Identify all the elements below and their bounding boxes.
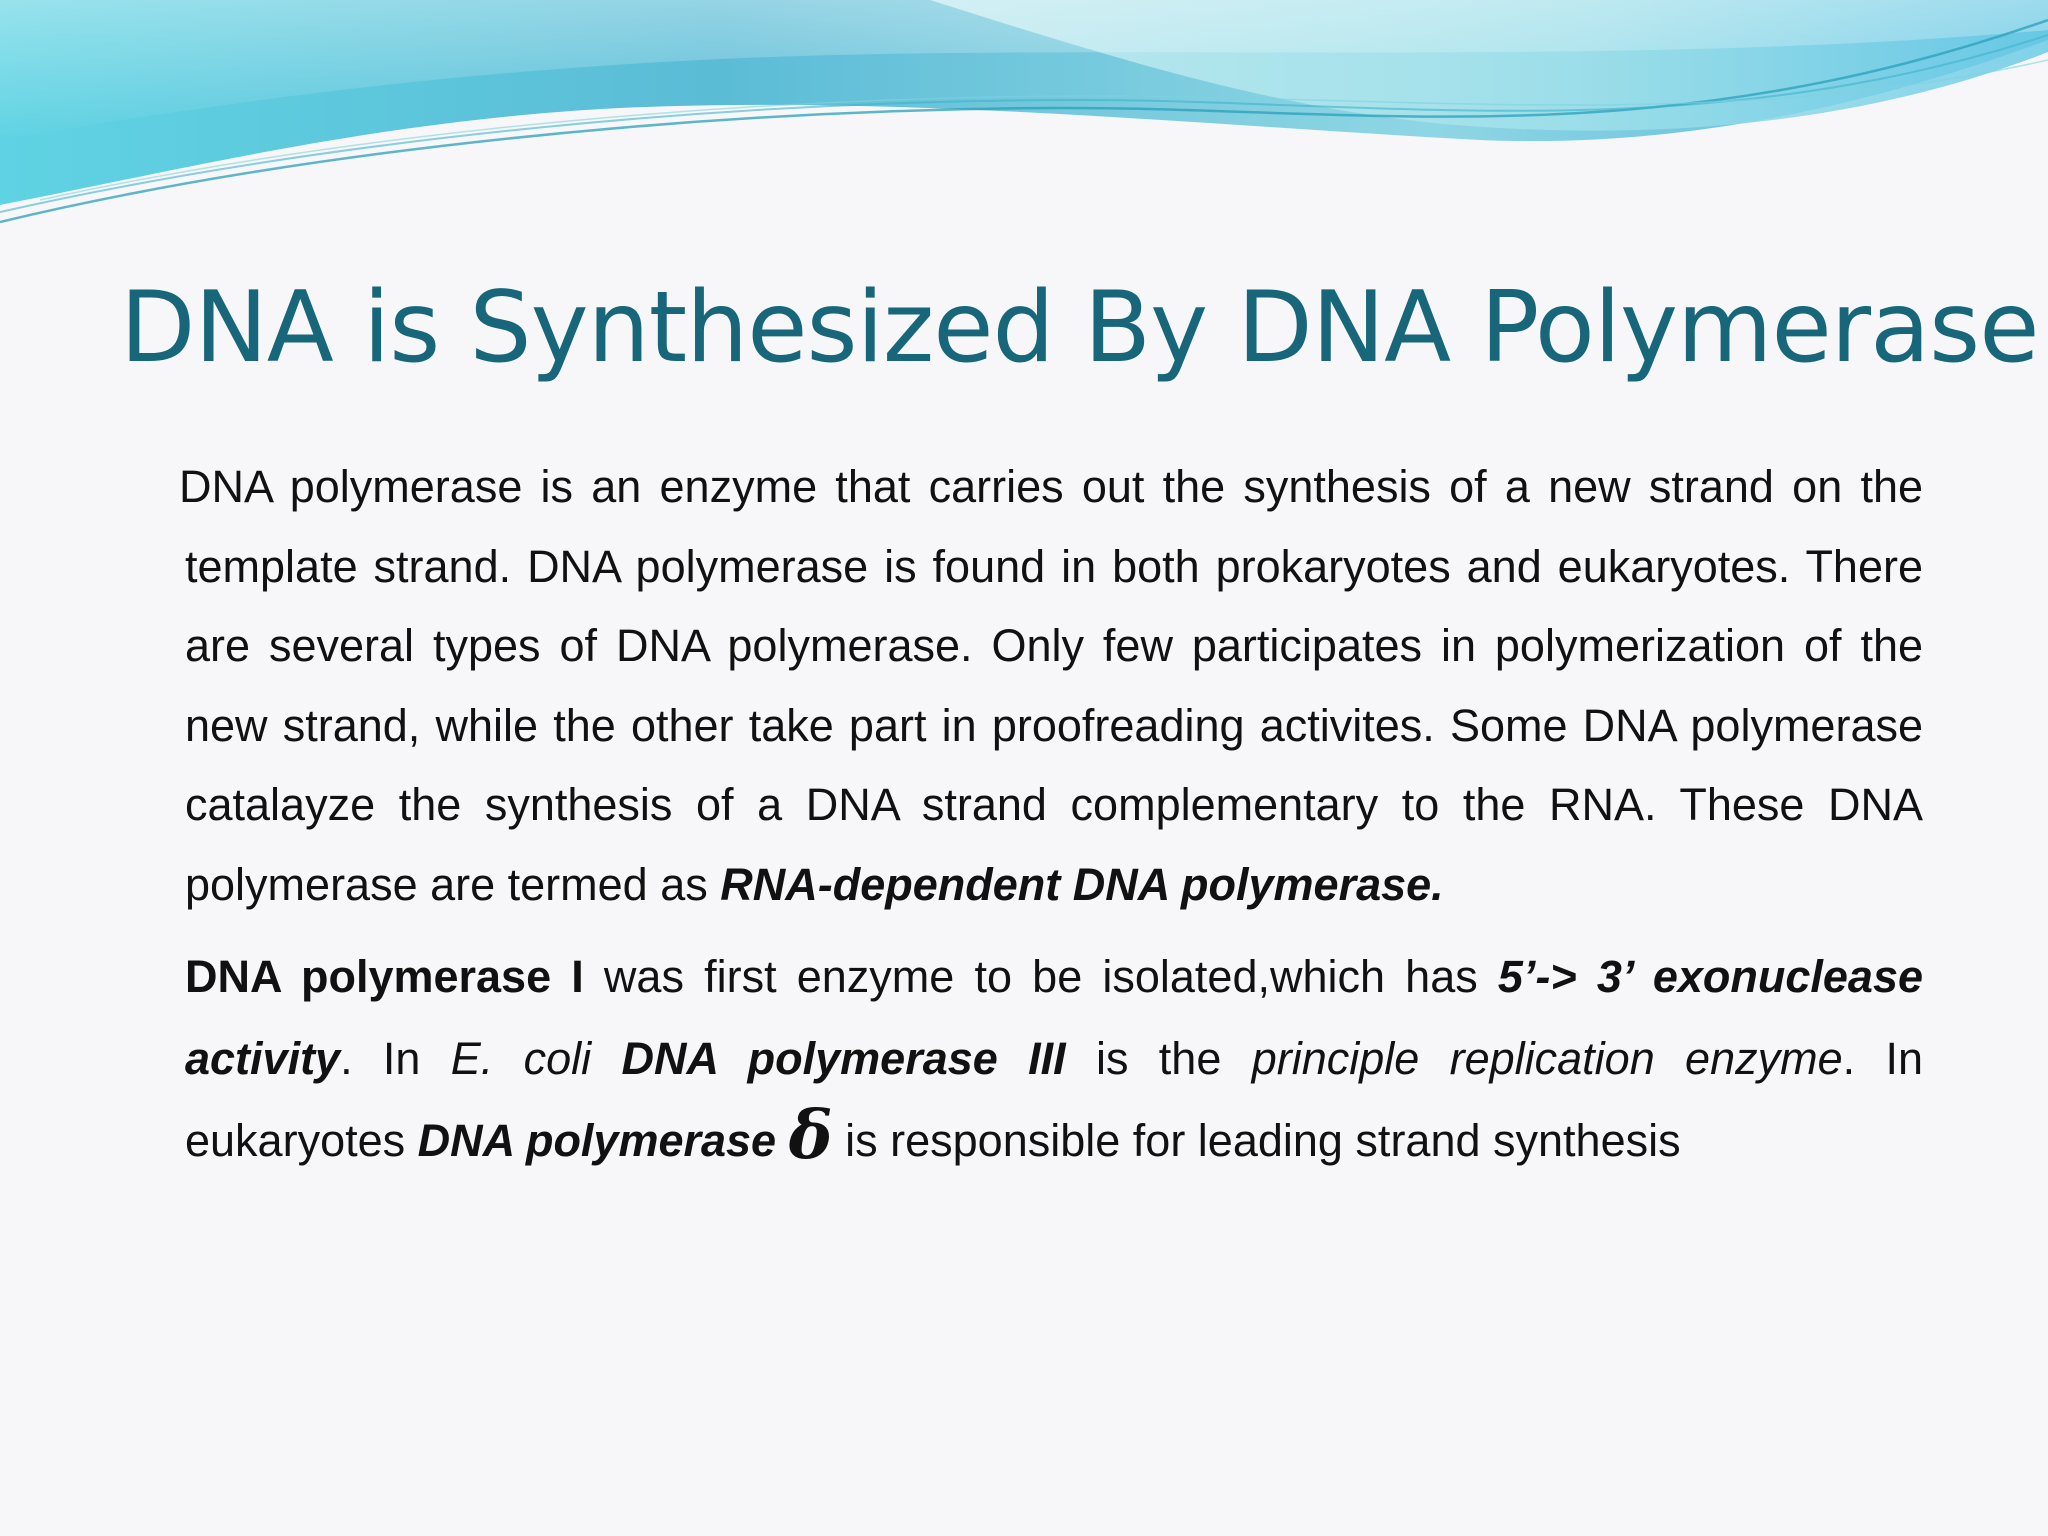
paragraph-dna-polymerase-overview <box>179 447 1923 924</box>
paragraph2-text-1: was first enzyme to be isolated,which has <box>583 951 1498 1002</box>
slide-title: DNA is Synthesized By DNA Polymerase <box>120 271 2039 385</box>
delta-symbol: δ <box>788 1096 833 1174</box>
header-wave-decoration <box>0 0 2048 240</box>
dna-polymerase-i-term: DNA polymerase I <box>185 951 584 1002</box>
dna-polymerase-delta-term: DNA polymerase <box>417 1115 777 1166</box>
dna-polymerase-iii-term: DNA polymerase III <box>621 1033 1066 1084</box>
paragraph2-space-2 <box>776 1115 789 1166</box>
exonuclease-activity-term: 5’-> 3’ exonuclease activity <box>185 951 1924 1084</box>
e-coli-term: E. coli <box>450 1033 622 1084</box>
paragraph-polymerase-types <box>185 936 1923 1182</box>
principle-replication-enzyme-term: principle replication enzyme <box>1251 1033 1843 1084</box>
paragraph2-text-2: . In <box>340 1033 451 1084</box>
paragraph1-text: DNA polymerase is an enzyme that carries out the synthesis of a new strand on the template strand. DNA polymerase is found in both prokaryotes and eukaryotes. There are several types of DNA polymerase. Only few participates in polymerization of the new strand, while the other take part in proofreading activites. Some DNA polymerase catalayze the synthesis of a DNA strand complementary to the RNA. These DNA polymerase are termed as <box>179 461 1923 910</box>
rna-dependent-polymerase-term: RNA-dependent DNA polymerase. <box>720 858 1444 910</box>
paragraph2-text-5: is responsible for leading strand synthesis <box>832 1115 1681 1166</box>
slide-body <box>179 447 1924 1182</box>
paragraph2-text-4: . In eukaryotes <box>185 1033 1923 1166</box>
paragraph2-text-3: is the <box>1065 1033 1252 1084</box>
